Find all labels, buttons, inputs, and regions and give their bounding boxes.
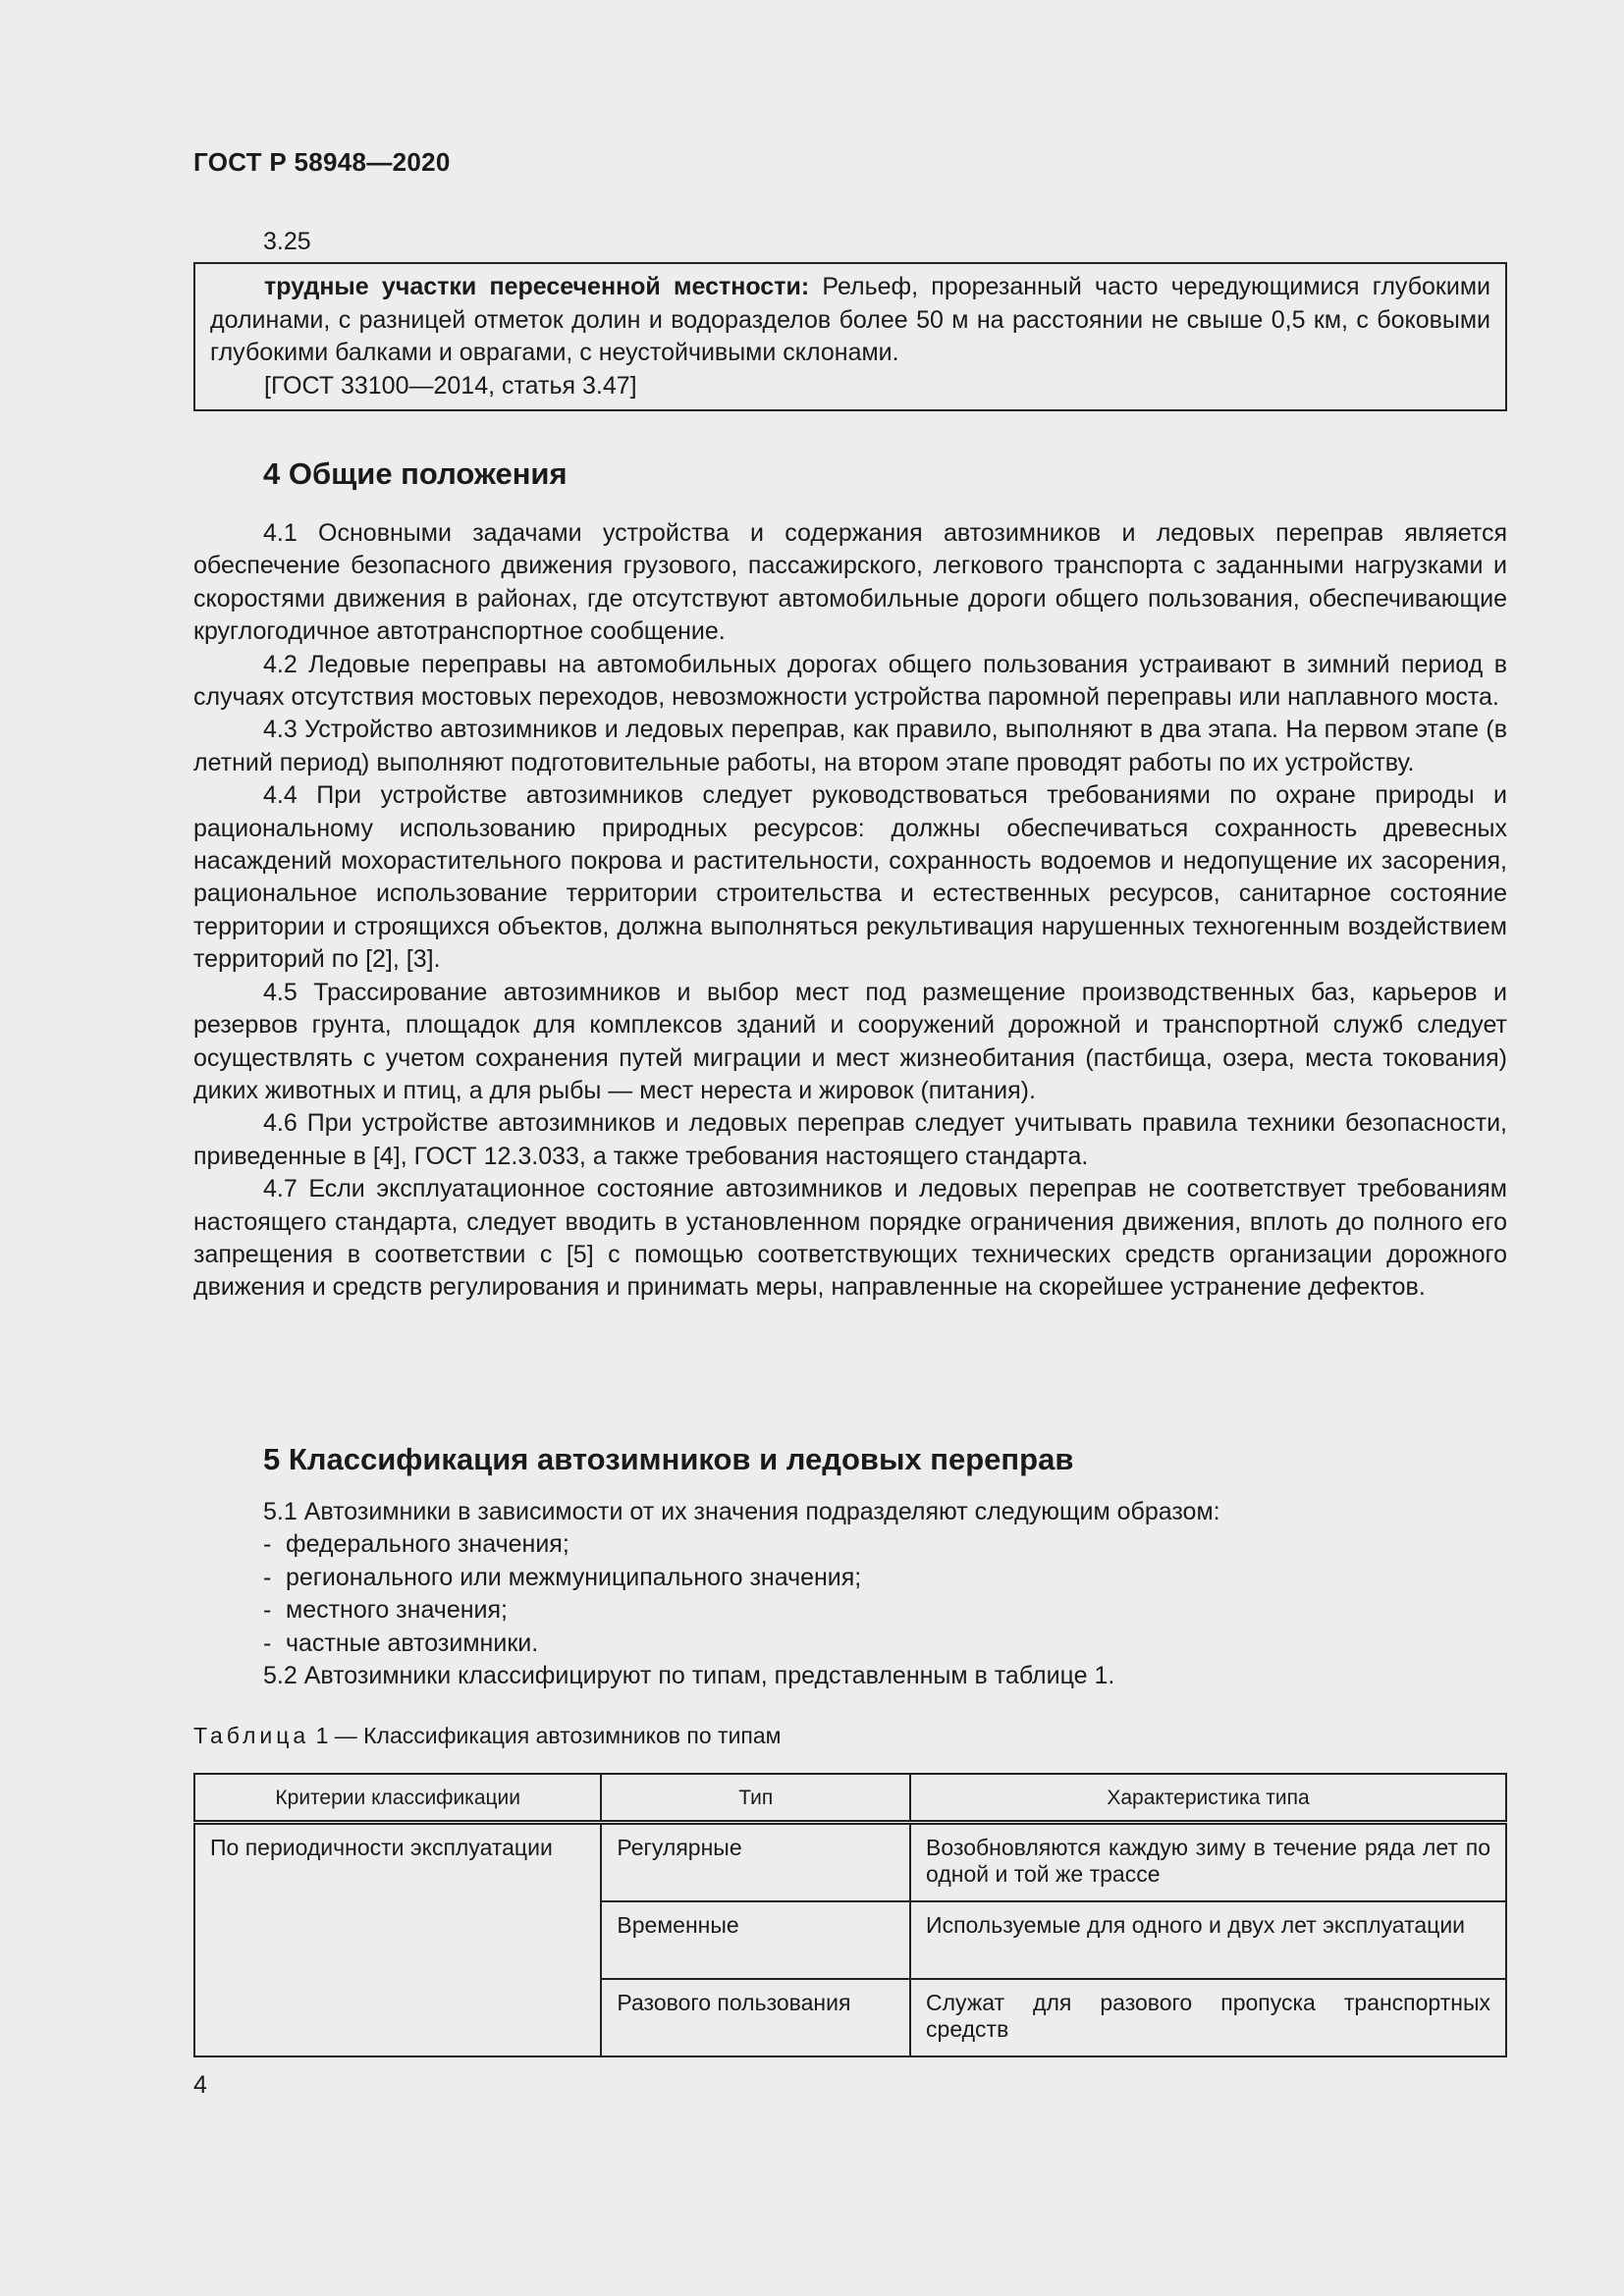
table-header-cell: Тип (601, 1774, 910, 1823)
table-header-cell: Критерии классификации (194, 1774, 601, 1823)
term-number: 3.25 (263, 228, 311, 255)
paragraph-4-4: 4.4 При устройстве автозимников следует руководствоваться требованиями по охране природы и рациональному использованию природных ресурсов: должны обеспечиваться сохранность древесных насаждений мохорастительного покрова и растительности, сохранность водоемов и недопущение их засорения, рациональное использование территории строительства и естественных ресурсов, санитарное состояние территории и строящихся объектов, должна выполняться рекультивация нарушенных техногенным воздействием территорий по [2], [3]. (193, 781, 1507, 974)
list-item: - местного значения; (263, 1596, 508, 1625)
term-definition-text: Рельеф, прорезанный часто чередующимися глубокими долинами, с разницей отметок долин и водоразделов более 50 м на расстоянии не свыше 0,5 км, с боковыми глубокими балками и оврагами, с неустойчивыми склонами. (210, 273, 1490, 366)
page-number: 4 (193, 2071, 207, 2099)
type-cell: Регулярные (601, 1823, 910, 1902)
term-definition-box (193, 262, 1507, 411)
document-code-header: ГОСТ Р 58948—2020 (193, 147, 451, 177)
section-5-body (193, 1496, 1507, 1692)
type-cell: Разового пользования (601, 1979, 910, 2056)
paragraph-4-3: 4.3 Устройство автозимников и ледовых переправ, как правило, выполняют в два этапа. На первом этапе (в летний период) выполняют подготовительные работы, на втором этапе проводят работы по их устройству. (193, 716, 1507, 776)
criterion-cell: По периодичности эксплуатации (194, 1823, 601, 2057)
paragraph-5-2: 5.2 Автозимники классифицируют по типам, представленным в таблице 1. (263, 1662, 1115, 1690)
description-cell: Используемые для одного и двух лет эксплуатации (910, 1901, 1506, 1979)
paragraph-4-1: 4.1 Основными задачами устройства и содержания автозимников и ледовых переправ является обеспечение безопасного движения грузового, пассажирского, легкового транспорта с заданными нагрузками и скоростями движения в районах, где отсутствуют автомобильные дороги общего пользования, обеспечивающие круглогодичное автотранспортное сообщение. (193, 519, 1507, 646)
table-caption: Таблица 1 — Классификация автозимников по типам (193, 1723, 782, 1748)
list-item: - регионального или межмуниципального значения; (263, 1563, 862, 1591)
term-name: трудные участки пересеченной местности: (264, 273, 810, 300)
paragraph-5-1: 5.1 Автозимники в зависимости от их значения подразделяют следующим образом: (263, 1498, 1220, 1525)
type-cell: Временные (601, 1901, 910, 1979)
paragraph-4-7: 4.7 Если эксплуатационное состояние автозимников и ледовых переправ не соответствует требованиям настоящего стандарта, следует вводить в установленном порядке ограничения движения, вплоть до полного его запрещения в соответствии с [5] с помощью соответствующих технических средств организации дорожного движения и средств регулирования и принимать меры, направленные на скорейшее устранение дефектов. (193, 1175, 1507, 1302)
paragraph-4-6: 4.6 При устройстве автозимников и ледовых переправ следует учитывать правила техники безопасности, приведенные в [4], ГОСТ 12.3.033, а также требования настоящего стандарта. (193, 1109, 1507, 1170)
section-4-title: 4 Общие положения (263, 456, 568, 491)
section-5-title: 5 Классификация автозимников и ледовых переправ (263, 1442, 1074, 1476)
paragraph-4-5: 4.5 Трассирование автозимников и выбор мест под размещение производственных баз, карьеров и резервов грунта, площадок для комплексов зданий и сооружений дорожной и транспортной служб следует осуществлять с учетом сохранения путей миграции и мест жизнеобитания (пастбища, озера, места токования) диких животных и птиц, а для рыбы — мест нереста и жировок (питания). (193, 978, 1507, 1104)
paragraph-4-2: 4.2 Ледовые переправы на автомобильных дорогах общего пользования устраивают в зимний период в случаях отсутствия мостовых переходов, невозможности устройства паромной переправы или наплавного моста. (193, 650, 1507, 712)
classification-table (193, 1773, 1507, 2057)
section-4-body (193, 517, 1507, 1305)
description-cell: Возобновляются каждую зиму в течение ряда лет по одной и той же трассе (910, 1823, 1506, 1902)
table-header-row (194, 1774, 1506, 1823)
table-header-cell: Характеристика типа (910, 1774, 1506, 1823)
list-item: - частные автозимники. (263, 1629, 539, 1657)
description-cell: Служат для разового пропуска транспортных средств (910, 1979, 1506, 2056)
list-item: - федерального значения; (263, 1530, 569, 1559)
term-definition (210, 271, 1490, 370)
term-source: [ГОСТ 33100—2014, статья 3.47] (264, 371, 637, 400)
table-row (194, 1823, 1506, 1902)
